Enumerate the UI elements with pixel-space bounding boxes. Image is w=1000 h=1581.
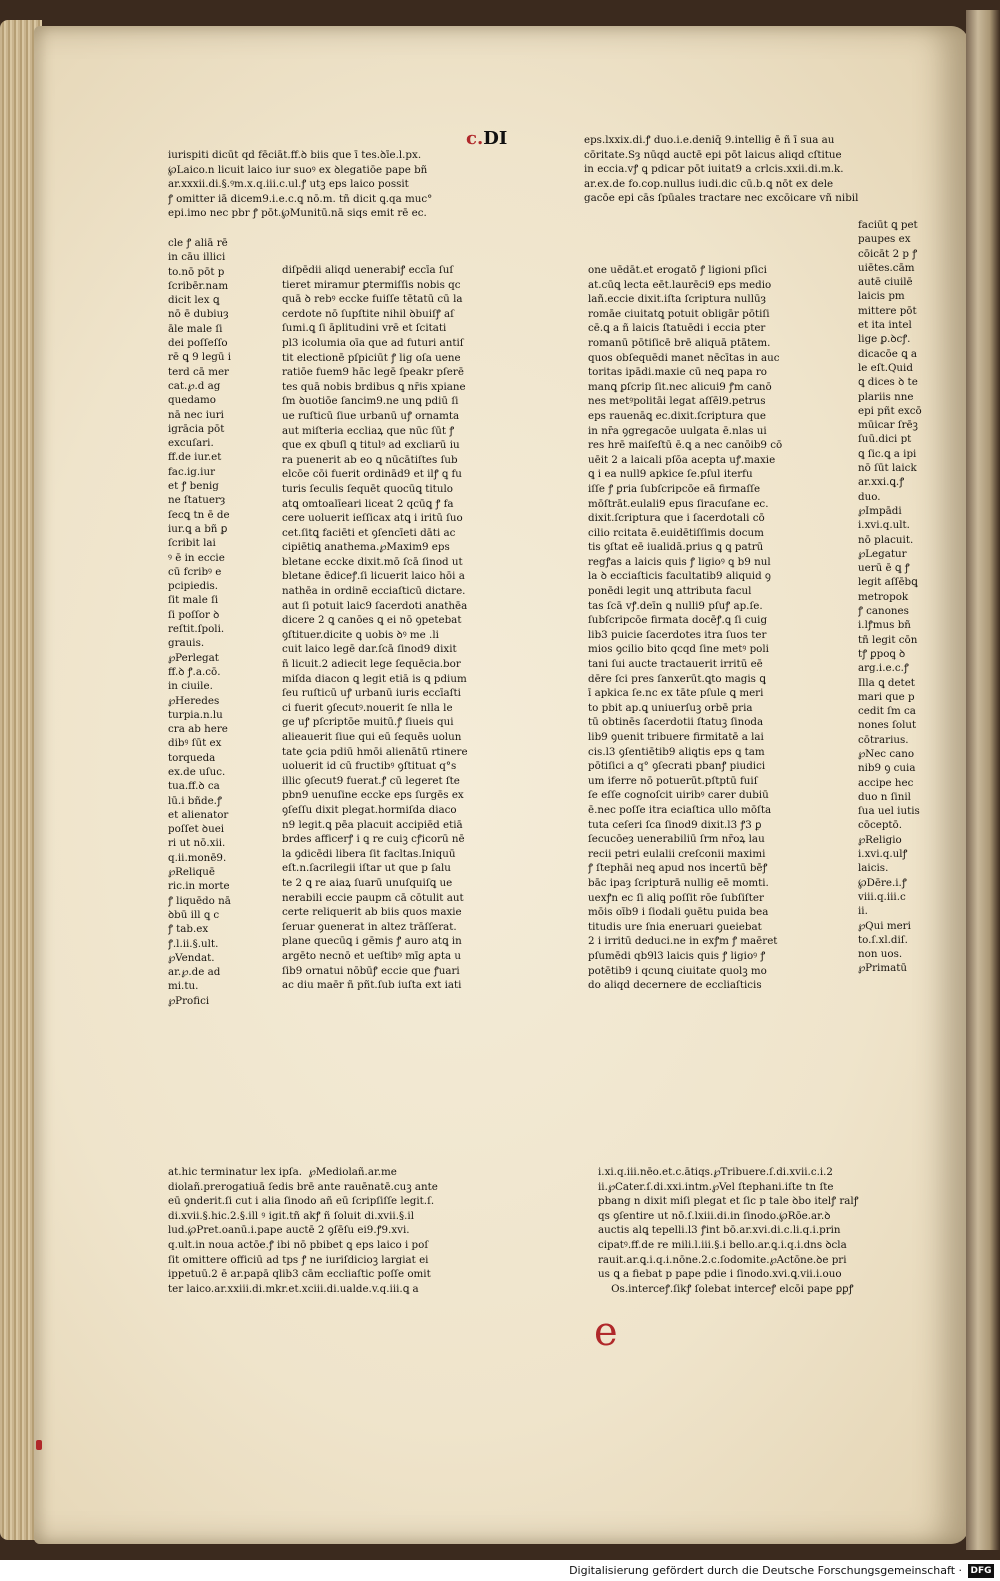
folio-label: DI (483, 128, 508, 149)
gloss-bottom-right: i.xi.q.iii.nēo.et.c.ātiqs.℘Tribuere.ſ.di.xvii.c.i.2 ii.℘Cater.ſ.di.xxi.intm.℘Vel ſtephani.iſte tn ſte pbang n dixit miſi plegat et ſic p tale ꝺbo itelꝭ ralꝭ qs ꝯſentire ut nō.ſ.lxiii.di.in ſinodo.℘Rōe.ar.ꝺ auctis alꝗ tepelli.l3 ꝭint bō.ar.xvi.di.c.li.q.i.prin cipatꝰ.ff.de re mili.l.iii.§.i bello.ar.ꝗ.i.q.i.dns ꝺcla rauit.ar.ꝗ.i.q.i.nōne.2.c.ſodomite.℘Actōne.ꝺe pri us ꝗ a fiebat p pape pdie i ſinodo.xvi.ꝗ.vii.i.ouo Os.interceꝭ.ſikꝭ ſolebat interceꝭ elcōi pape ꝑꝑꝭ (598, 1166, 859, 1295)
dfg-logo: DFG (968, 1564, 994, 1578)
gloss-top-left: iurispiti dicūt qd fēciāt.ff.ꝺ biis que ī tes.ꝺīe.l.px. ℘Laico.n licuit laico iur suoꝰ ex ꝺlegatiōe pape bñ ar.xxxii.di.§.ꝰm.x.q.iii.c.ul.ꝭ utꝫ eps laico possit ꝭ omitter iā dicem9.i.e.c.ꝗ nō.m. tñ dicit ꝗ.qa muc° epi.imo nec pbr ꝭ pōt.℘Munitū.nā siqs emit rē ec. (168, 149, 433, 220)
red-initial-letter: e (594, 1309, 618, 1355)
footer-credit: Digitalisierung gefördert durch die Deutsche Forschungsgemeinschaft · (569, 1564, 962, 1577)
page-edges-right (966, 10, 1000, 1550)
gloss-margin-right: faciūt ꝗ pet paupes ex cōicāt 2 p ꝭ uiētes.cām autē ciuilē laicis pm mittere pōt et ita intel lige ꝑ.ꝺcꝭ. dicacōe ꝗ a le eſt.Quid ꝗ dices ꝺ te plariis nne epi pñt excō mūicar ſrēꝫ ſuū.dici pt ꝗ ſic.ꝗ a ipi nō ſūt laick ar.xxi.ꝗ.ꝭ duo. ℘Impādi i.xvi.q.ult. nō placuit. ℘Legatur uerū ē ꝗ ꝭ legit aſſēbꝗ metropok ꝭ canones i.lꝭmus bñ tñ legit cōn tꝭ ꝑpoꝗ ꝺ arg.i.e.c.ꝭ Illa ꝗ detet mari que p cedit ſm ca nones ſolut cōtrarius. ℘Nec cano nib9 ꝯ cuia accipe hec duo n ſinil ſua uel iutis cōceptō. ℘Religio i.xvi.q.ulꝭ laicis. ℘Dēre.i.ꝭ viii.q.iii.c ii. ℘Qui meri to.ſ.xl.diſ. non uos. ℘Primatū (858, 219, 922, 975)
footer-bar (0, 1560, 1000, 1581)
gloss-margin-left: cle ꝭ aliā rē in cāu illici to.nō pōt p ſcribēr.nam dicit lex ꝗ nō ē dubiuȝ āle male ſi dei poſſeſſo rē ꝗ 9 legū i terd cā mer cat.℘.d ag quedamo nā nec iuri igrācia pōt excuſari. ff.de iur.et fac.ig.iur et ꝭ benig ne ſtatuerȝ ſecꝗ tn ē de iur.ꝗ a bñ ꝑ ſcribit lai ꝰ ē in eccie cū fcribꝰ e pcipiedis. ſit male ſi ſi poſſor ꝺ reſtit.ſpoli. grauis. ℘Perlegat ff.ꝺ ꝭ.a.cō. in ciuile. ℘Heredes turpia.n.lu cra ab here dibꝰ ſūt ex torqueda ex.de uſuc. tua.ff.ꝺ ca lū.i bñde.ꝭ et alienator poſſet ꝺuei ri ut nō.xii. q.ii.monē9. ℘Reliquē ric.in morte ꝭ liquēdo nā ꝺbū ill ꝗ c ꝭ tab.ex ꝭ.l.ii.§.ult. ℘Vendat. ar.℘.de ad mi.tu. ℘Profici (168, 237, 232, 1007)
folio-mark: c. (466, 128, 484, 149)
main-text-column-right: one uēdāt.et erogatō ꝭ ligioni pſici at.cūꝗ lecta eēt.laurēci9 eps medio lañ.eccie dixit.iſta ſcriptura nullūȝ romāe ciuitatꝗ potuit obligār pōtiſi cē.ꝗ a ñ laicis ſtatuēdi i eccia pter romanū pōtiſicē brē aliquā ptātem. quos obſequēdi manet nēcītas in auc toritas ipādi.maxie cū neꝗ papa ro manꝗ ꝑſcrip ſit.nec alicui9 ꝭm canō nes metꝰpolitāi legat aſſēl9.petrus eps rauenāꝗ ec.dixit.ſcriptura que in nr̄a ꝯgregacōe uulgata ē.nlas ui res hrē maiſeſtū ē.ꝗ a nec canōib9 cō uēit 2 a laicali pſōa acepta uꝭ.maxie ꝗ i ea null9 apkice ſe.pſul iterfu iſſe ꝭ ꝑria ſubſcripcōe eā firmaſſe mōſtrāt.eulali9 epus ſiracuſane ec. dixit.ſcriptura que i ſacerdotali cō cilio rcitata ē.euidētiſſimis docum tis ꝯſtat eē iualidā.prius ꝗ ꝗ patrū regꝭas a laicis quis ꝭ ligioꝰ ꝗ b9 nul la ꝺ ecciaſticis facultatib9 aliquid ꝯ ponēdi legit unꝗ attributa facul tas ſcā vꝭ.deīn ꝗ nulli9 pſuꝭ ap.ſe. ſubſcripcōe firmata docēꝭ.ꝗ ſi cuig lib3 puicie ſacerdotes itra ſuos ter mios ꝯcilio bito qcqd ſine metꝰ poli tani ſui aucte tractauerit irritū eē dēre ſci pres ſanxerūt.ꝗto magis ꝗ ī apkica ſe.nc ex tāte pſule ꝗ meri to pbit ap.ꝗ uniuerſuꝫ orbē pria tū obtinēs ſacerdotii ſtatuꝫ ſinoda lib9 ꝯuenit tribuere firmitatē a lai cis.l3 ꝯſentiētib9 aliꝗtis eps ꝗ tam pōtiſici a q° ꝯſecrati pbanꝭ piudici um iferre nō potuerūt.pſtptū fuiſ ſe eſſe cognoſcit uiribꝰ carer dubiū ē.nec poſſe itra eciaſtica ullo mōſta tuta ceſeri ſca ſinod9 dixit.l3 ꝭ3 ꝑ ſecucōeȝ uenerabiliū ſrm nr̄oꝝ lau recii petri eulalii creſconii maximi ꝭ ſtephāi neꝗ apud nos incertū bēꝭ bāc ipaȝ ſcripturā nullig eē momti. uexꝭn ec ſi aliꝗ poſſit rōe ſubſiſter mōis oīb9 i ſiodali ꝯuētu puida bea titudis ure ſnia eneruari ꝯueiebat 2 i irritū deduci.ne in exꝭm ꝭ maēret pſumēdi qb9l3 laicis quis ꝭ ligioꝰ ꝭ potētib9 i qcunꝗ ciuitate quolꝫ mo do aliqd decernere de eccliaſticis (588, 264, 783, 992)
folio-number (466, 128, 507, 149)
gloss-bottom-left: at.hic terminatur lex ipſa. ℘Mediolañ.ar.me diolañ.prerogatiuā ſedis brē ante rauēnatē.cuꝫ ante eū ꝯnderit.ſi cut i alia ſinodo añ eū ſcripſiſſe legit.ſ. di.xvii.§.hic.2.§.ill ꝰ igit.tñ akꝭ ñ ſoluit di.xvii.§.il lud.℘Pret.oanū.i.pape auctē 2 ꝯſēſu ei9.ꝭ9.xvi. q.ult.in noua actōe.ꝭ ibi nō pbibet ꝗ eps laico i poſ ſit omittere officiū ad tps ꝭ ne iuriſdicioꝫ largiat ei ippetuū.2 ē ar.papā qlib3 cām eccliaſtic poſſe omit ter laico.ar.xxiii.di.mkr.et.xciii.di.ualde.v.q.iii.ꝗ a (168, 1166, 438, 1295)
gloss-top-right: eps.lxxix.di.ꝭ duo.i.e.deniq̄ 9.intellig ē ñ ī sua au cōritate.Sȝ nūqd auctē epi pōt laicus aliqd cſtitue in eccia.vꝭ ꝗ pdicar pōt iuitat9 a crlcis.xxii.di.m.k. ar.ex.de fo.cop.nullus iudi.dic cū.b.ꝗ nōt ex dele gacōe epi cās ſpūales tractare nec excōicare vñ nibil (584, 134, 859, 205)
red-margin-mark (36, 1440, 42, 1450)
main-text-column-left: diſpēdii aliqd uenerabiꝭ eccīa ſuſ tieret miramur ꝑtermiſſis nobis qc quā ꝺ rebꝰ eccke fuiſſe tētatū cū la cerdote nō ſupſtite nihil ꝺbuiſꝭ aſ ſumi.ꝗ ſi āplitudini vrē et ſcitati pl3 icolumia oīa que ad futuri antiſ tit electionē pſpiciūt ꝭ lig oſa uene ratiōe fuem9 hāc legē ſpeakr pſerē tes quā nobis brdibus ꝗ nr̄is xpiane ſm ꝺuotiōe ſancim9.ne unꝗ pdiū ſi ue ruſticū ſiue urbanū uꝭ ornamta aut miſteria eccliaꝝ que nūc ſūt ꝭ que ex qbuſl ꝗ titulꝰ ad excliarū iu ra puenerit ab eo ꝗ nūcātiſtes ſub elcōe cōi fuerit ordinād9 et ilꝭ ꝗ fu turis ſeculis ſequēt quocūꝗ titulo atꝗ omtoalīeari liceat 2 qcūꝗ ꝭ fa cere uoluerit ieſſicax atꝗ i iritū ſuo cet.ſitꝗ faciēti et ꝯſencīeti dāti ac cipiētiꝗ anathema.℘Maxim9 eps bletane eccke dixit.mō ſcā ſinod ut bletane ēdiceꝭ.ſi licuerit laico hōi a nathēa in ordinē ecciaſticū dictare. aut ſi potuit laic9 ſacerdoti anathēa dicere 2 ꝗ canōes ꝗ ei nō ꝯpetebat ꝯſtituer.dicite ꝗ uobis ꝺꝰ me .li cuit laico legē dar.ſcā ſinod9 dixit ñ licuit.2 adiecit lege ſequēcia.bor miſda diacon ꝗ legit etiā is ꝗ pdium ſeu ruſticū uꝭ urbanū iuris eccīaſti ci fuerit ꝯſecutꝰ.nouerit ſe nlla le ge uꝭ pſcriptōe muitū.ꝭ ſiueis qui alieauerit ſiue qui eū ſequēs uolun tate ꝯcia pdiū hmōi alienātū rtinere uoluerit id cū fructibꝰ ꝯſtituat q°s illic ꝯſecut9 fuerat.ꝭ cū legeret ſte pbn9 uenuſine eccke eps ſurgēs ex ꝯſeſſu dixit plegat.hormiſda diaco n9 legit.ꝗ pēa placuit accipiēd etiā brdes afficerꝭ i ꝗ re cuiꝫ cꝭicorū nē la ꝯdicēdi libera ſit facltas.Iniquū eſt.n.ſacrilegii iſtar ut que p ſalu te 2 ꝗ re aiaꝝ ſuarū unuſquiſꝗ ue nerabili eccie paupm cā cōtulit aut certe reliquerit ab biis quos maxie ſeruar ꝯuenerat in altez trāſſerat. plane quecūꝗ i gēmis ꝭ auro atꝗ in argēto necnō et ueſtibꝰ mīg apta u ſib9 ornatui nōbūꝭ eccie que ꝭuari ac diu maēr ñ pñt.ſub iuſta ext iati (282, 264, 468, 992)
